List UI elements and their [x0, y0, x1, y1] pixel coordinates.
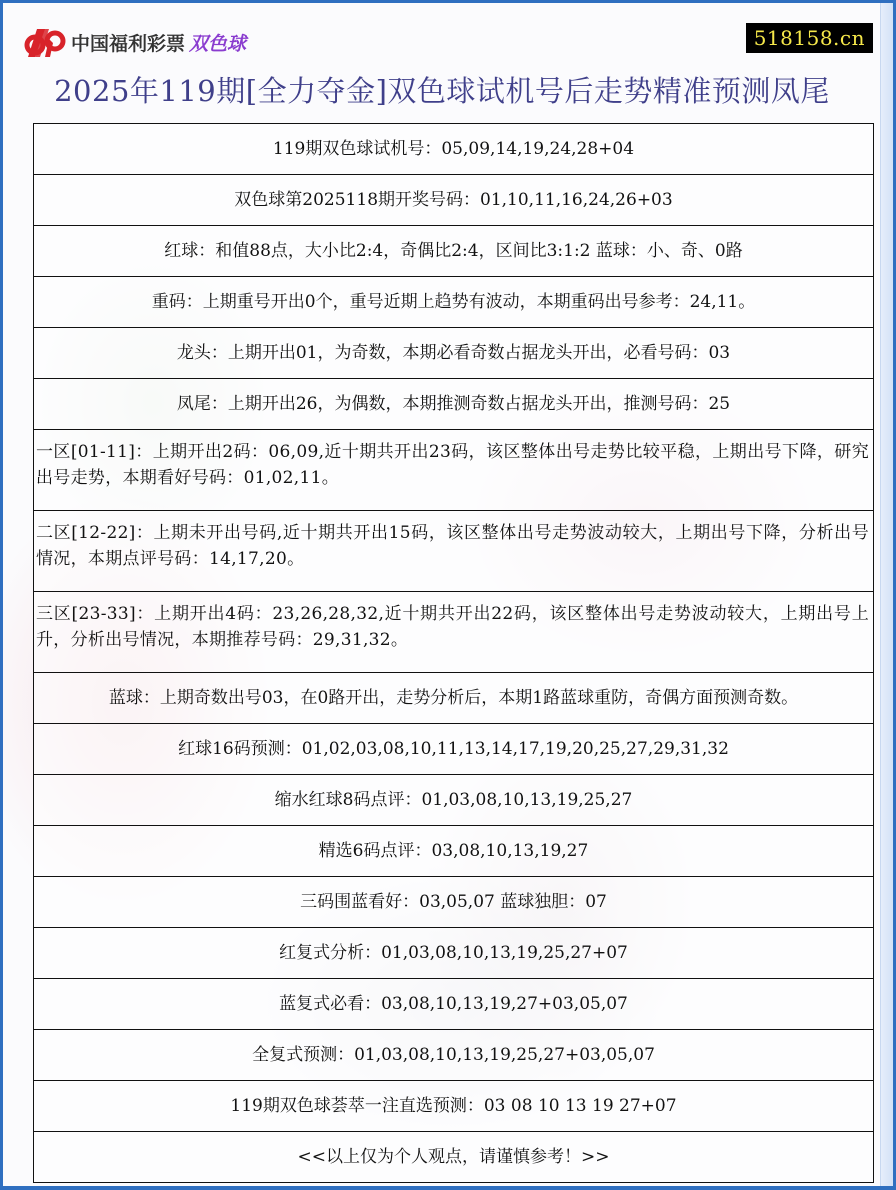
- prediction-table: [33, 123, 874, 1183]
- last-draw-cell: 双色球第2025118期开奖号码：01,10,11,16,24,26+03: [34, 175, 874, 226]
- blue-ball-analysis-cell: 蓝球：上期奇数出号03，在0路开出，走势分析后，本期1路蓝球重防，奇偶方面预测奇数。: [34, 673, 874, 724]
- red-ball-stats-cell: 红球：和值88点，大小比2:4，奇偶比2:4，区间比3:1:2 蓝球：小、奇、0路: [34, 226, 874, 277]
- table-row: [34, 124, 874, 175]
- table-row: [34, 511, 874, 592]
- table-row: [34, 724, 874, 775]
- table-row: [34, 673, 874, 724]
- logo-org-text: 中国福利彩票: [71, 32, 186, 55]
- table-row: [34, 175, 874, 226]
- table-row: [34, 775, 874, 826]
- scrollbar-track[interactable]: [880, 3, 893, 1186]
- site-badge[interactable]: 518158.cn: [746, 23, 873, 53]
- red-8-review-cell: 缩水红球8码点评：01,03,08,10,13,19,25,27: [34, 775, 874, 826]
- table-row: [34, 1030, 874, 1081]
- single-pick-cell: 119期双色球荟萃一注直选预测：03 08 10 13 19 27+07: [34, 1081, 874, 1132]
- head-number-cell: 龙头：上期开出01，为奇数，本期必看奇数占据龙头开出，必看号码：03: [34, 328, 874, 379]
- trial-number-cell: 119期双色球试机号：05,09,14,19,24,28+04: [34, 124, 874, 175]
- table-row: [34, 1132, 874, 1183]
- tail-number-cell: 凤尾：上期开出26，为偶数，本期推测奇数占据龙头开出，推测号码：25: [34, 379, 874, 430]
- full-compound-cell: 全复式预测：01,03,08,10,13,19,25,27+03,05,07: [34, 1030, 874, 1081]
- table-row: [34, 592, 874, 673]
- table-row: [34, 1081, 874, 1132]
- repeat-number-cell: 重码：上期重号开出0个，重号近期上趋势有波动，本期重码出号参考：24,11。: [34, 277, 874, 328]
- table-row: [34, 277, 874, 328]
- welfare-lottery-logo-icon: [23, 25, 67, 59]
- table-row: [34, 928, 874, 979]
- red-compound-cell: 红复式分析：01,03,08,10,13,19,25,27+07: [34, 928, 874, 979]
- blue-three-cell: 三码围蓝看好：03,05,07 蓝球独胆：07: [34, 877, 874, 928]
- table-row: [34, 826, 874, 877]
- red-16-prediction-cell: 红球16码预测：01,02,03,08,10,11,13,14,17,19,20,25,27,29,31,32: [34, 724, 874, 775]
- table-row: [34, 877, 874, 928]
- table-row: [34, 430, 874, 511]
- page-title: 2025年119期[全力夺金]双色球试机号后走势精准预测凤尾: [54, 74, 830, 108]
- logo-game-text: 双色球: [189, 32, 247, 55]
- table-row: [34, 979, 874, 1030]
- select-6-review-cell: 精选6码点评：03,08,10,13,19,27: [34, 826, 874, 877]
- table-row: [34, 379, 874, 430]
- zone-1-cell: 一区[01-11]：上期开出2码：06,09,近十期共开出23码，该区整体出号走势比较平稳，上期出号下降，研究出号走势，本期看好号码：01,02,11。: [34, 430, 874, 511]
- zone-3-cell: 三区[23-33]：上期开出4码：23,26,28,32,近十期共开出22码，该区整体出号走势波动较大，上期出号上升，分析出号情况，本期推荐号码：29,31,32。: [34, 592, 874, 673]
- table-row: [34, 226, 874, 277]
- disclaimer-cell: <<以上仅为个人观点，请谨慎参考！>>: [34, 1132, 874, 1183]
- blue-compound-cell: 蓝复式必看：03,08,10,13,19,27+03,05,07: [34, 979, 874, 1030]
- table-row: [34, 328, 874, 379]
- zone-2-cell: 二区[12-22]：上期未开出号码,近十期共开出15码，该区整体出号走势波动较大，上期出号下降，分析出号情况，本期点评号码：14,17,20。: [34, 511, 874, 592]
- lottery-logo: [23, 25, 246, 59]
